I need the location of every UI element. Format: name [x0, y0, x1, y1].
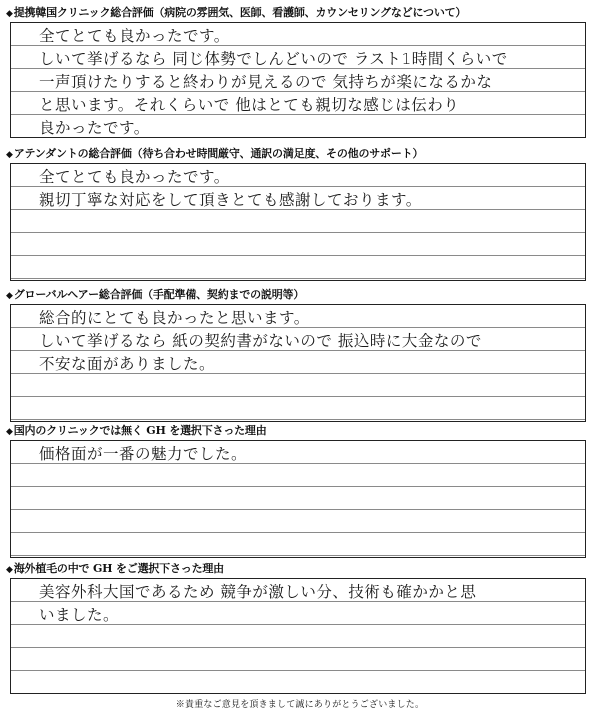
diamond-bullet-icon: ◆ [6, 291, 13, 301]
section-reason-gh-overseas [0, 562, 600, 692]
answer-box [10, 304, 586, 422]
answer-line: 総合的にとても良かったと思います。 [39, 309, 310, 327]
answer-box [10, 163, 586, 281]
answer-line: 一声頂けたりすると終わりが見えるので 気持ちが楽になるかな [39, 73, 493, 91]
section-globalhair-evaluation [0, 288, 600, 418]
section-clinic-evaluation [0, 6, 600, 136]
answer-line: 良かったです。 [39, 119, 150, 137]
handwritten-answer [39, 166, 555, 212]
section-attendant-evaluation [0, 147, 600, 277]
answer-line: 価格面が一番の魅力でした。 [39, 445, 248, 463]
answer-line: と思います。それくらいで 他はとても親切な感じは伝わり [39, 96, 460, 114]
section-heading: ◆国内のクリニックでは無く GH を選択下さった理由 [6, 424, 267, 437]
answer-line: 親切丁寧な対応をして頂きとても感謝しております。 [39, 191, 422, 209]
section-heading: ◆アテンダントの総合評価（待ち合わせ時間厳守、通訳の満足度、その他のサポート） [6, 147, 424, 160]
section-reason-gh-over-domestic [0, 424, 600, 554]
diamond-bullet-icon: ◆ [6, 150, 13, 160]
handwritten-answer [39, 25, 555, 140]
diamond-bullet-icon: ◆ [6, 565, 13, 575]
answer-line: 美容外科大国であるため 競争が激しい分、技術も確かかと思 [39, 583, 477, 601]
section-heading: ◆海外植毛の中で GH をご選択下さった理由 [6, 562, 224, 575]
answer-line: 全てとても良かったです。 [39, 27, 230, 45]
answer-line: しいて挙げるなら 紙の契約書がないので 振込時に大金なので [39, 332, 482, 350]
answer-line: 不安な面がありました。 [39, 355, 216, 373]
diamond-bullet-icon: ◆ [6, 9, 13, 19]
answer-box [10, 440, 586, 558]
section-heading: ◆提携韓国クリニック総合評価（病院の雰囲気、医師、看護師、カウンセリングなどについて） [6, 6, 467, 19]
handwritten-answer [39, 307, 555, 376]
answer-line: 全てとても良かったです。 [39, 168, 230, 186]
answer-box [10, 22, 586, 138]
section-heading: ◆グローバルヘアー総合評価（手配準備、契約までの説明等） [6, 288, 305, 301]
answer-line: いました。 [39, 606, 120, 624]
diamond-bullet-icon: ◆ [6, 427, 13, 437]
handwritten-answer [39, 581, 555, 627]
answer-box [10, 578, 586, 694]
handwritten-answer [39, 443, 555, 466]
footer-note: ※貴重なご意見を頂きまして誠にありがとうございました。 [175, 700, 425, 710]
answer-line: しいて挙げるなら 同じ体勢でしんどいので ラスト1時間くらいで [39, 50, 508, 68]
